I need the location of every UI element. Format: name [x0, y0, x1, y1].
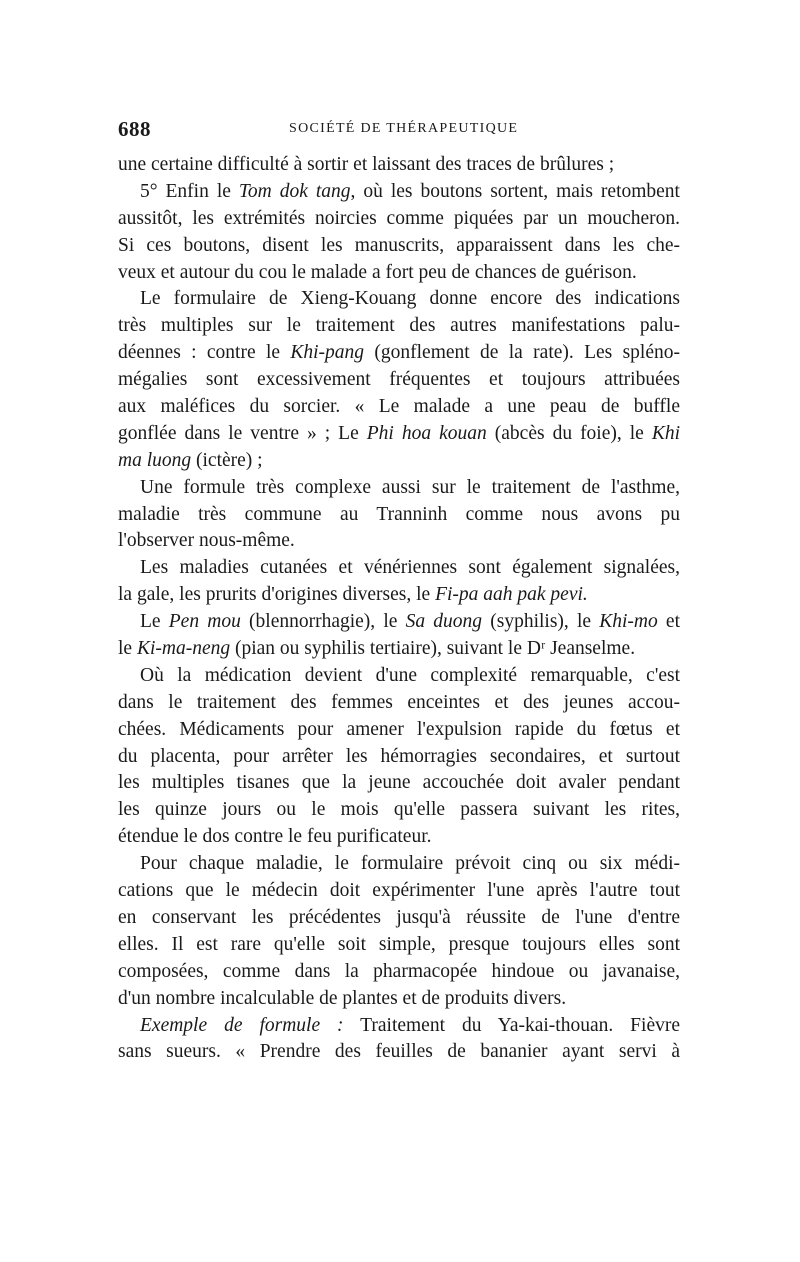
italic-run: Exemple de formule : [140, 1014, 344, 1036]
text-line [118, 502, 680, 529]
text-line [118, 905, 680, 932]
text-line [118, 367, 680, 394]
text-line [118, 932, 680, 959]
page-header [118, 117, 680, 147]
text-run: Où la médication devient d'une complexité remarquable, c'est [140, 664, 680, 686]
page-number: 688 [118, 117, 151, 141]
italic-run: Tom dok tang [238, 180, 351, 202]
text-run: Traitement du Ya-kai-thouan. Fièvre [343, 1014, 680, 1036]
italic-run: Khi [651, 422, 680, 444]
text-run: maladie très commune au Tranninh comme nous avons pu [118, 503, 680, 525]
text-run: une certaine difficulté à sortir et laissant des traces de brûlures ; [118, 154, 615, 175]
text-run: (abcès du foie), le [486, 422, 652, 444]
text-line [118, 690, 680, 717]
text-run: du placenta, pour arrêter les hémorragies secondaires, et surtout [118, 745, 680, 767]
text-run: le [118, 638, 137, 660]
italic-run: Khi-mo [599, 611, 658, 633]
italic-run: Pen mou [168, 611, 241, 633]
text-run: aux maléfices du sorcier. « Le malade a une peau de buffle [118, 396, 680, 418]
text-run: les multiples tisanes que la jeune accouchée doit avaler pendant [118, 772, 680, 794]
text-line [118, 394, 680, 421]
text-run: Une formule très complexe aussi sur le traitement de l'asthme, [140, 476, 680, 498]
text-line [118, 179, 680, 206]
text-run: l'observer nous-même. [118, 530, 295, 552]
text-run: , où les boutons sortent, mais retombent [350, 180, 680, 202]
text-run: déennes : contre le [118, 342, 291, 364]
text-run: Le formulaire de Xieng-Kouang donne encore des indications [140, 288, 680, 310]
text-run: (syphilis), le [482, 611, 600, 633]
text-run: aussitôt, les extrémités noircies comme piquées par un moucheron. [118, 207, 680, 229]
text-line [118, 233, 680, 260]
text-line [118, 286, 680, 313]
text-line [118, 717, 680, 744]
text-line [118, 851, 680, 878]
text-run: la gale, les prurits d'origines diverses, le [118, 584, 436, 606]
text-line [118, 260, 680, 287]
italic-run: Phi hoa kouan [366, 422, 487, 444]
text-run: composées, comme dans la pharmacopée hindoue ou javanaise, [118, 960, 680, 982]
text-line [118, 770, 680, 797]
text-line [118, 744, 680, 771]
text-run: (pian ou syphilis tertiaire), suivant le Dʳ Jeanselme. [230, 638, 636, 660]
text-run: en conservant les précédentes jusqu'à réussite de l'une d'entre [118, 906, 680, 928]
text-line [118, 986, 680, 1013]
text-line [118, 609, 680, 636]
text-line [118, 555, 680, 582]
text-run: cations que le médecin doit expérimenter l'une après l'autre tout [118, 880, 680, 902]
text-run: et [657, 611, 680, 633]
italic-run: ma luong [118, 449, 192, 471]
text-line [118, 959, 680, 986]
text-line [118, 1013, 680, 1040]
text-run: Pour chaque maladie, le formulaire prévoit cinq ou six médi- [140, 853, 680, 875]
text-line [118, 206, 680, 233]
text-run: (blennorrhagie), le [240, 611, 406, 633]
text-line [118, 421, 680, 448]
text-line [118, 313, 680, 340]
running-head: SOCIÉTÉ DE THÉRAPEUTIQUE [289, 121, 519, 136]
body-text [118, 152, 680, 1066]
text-run: dans le traitement des femmes enceintes et des jeunes accou- [118, 691, 680, 713]
italic-run: Fi-pa aah pak pevi. [435, 584, 588, 606]
text-line [118, 152, 680, 179]
text-run: (ictère) ; [191, 449, 263, 471]
text-run: chées. Médicaments pour amener l'expulsion rapide du fœtus et [118, 718, 680, 740]
text-run: Le [140, 611, 169, 633]
text-line [118, 448, 680, 475]
text-line [118, 824, 680, 851]
text-run: veux et autour du cou le malade a fort peu de chances de guérison. [118, 261, 637, 283]
italic-run: Ki-ma-neng [136, 638, 231, 660]
text-run: étendue le dos contre le feu purificateur. [118, 826, 432, 848]
text-run: très multiples sur le traitement des autres manifestations palu- [118, 315, 680, 337]
text-run: les quinze jours ou le mois qu'elle passera suivant les rites, [118, 799, 680, 821]
text-line [118, 475, 680, 502]
text-line [118, 528, 680, 555]
text-run: gonflée dans le ventre » ; Le [118, 422, 367, 444]
text-run: (gonflement de la rate). Les spléno- [364, 342, 680, 364]
text-line [118, 797, 680, 824]
text-run: mégalies sont excessivement fréquentes et toujours attribuées [118, 369, 680, 391]
text-line [118, 878, 680, 905]
text-line [118, 636, 680, 663]
text-run: sans sueurs. « Prendre des feuilles de bananier ayant servi à [118, 1041, 680, 1063]
text-line [118, 582, 680, 609]
text-run: d'un nombre incalculable de plantes et de produits divers. [118, 987, 567, 1009]
text-run: elles. Il est rare qu'elle soit simple, presque toujours elles sont [118, 933, 680, 955]
text-run: 5° Enfin le [140, 180, 239, 202]
text-run: Les maladies cutanées et vénériennes sont également signalées, [140, 557, 680, 579]
text-run: Si ces boutons, disent les manuscrits, apparaissent dans les che- [118, 234, 680, 256]
italic-run: Sa duong [405, 611, 483, 633]
text-line [118, 1039, 680, 1066]
italic-run: Khi-pang [290, 342, 365, 364]
text-line [118, 340, 680, 367]
text-line [118, 663, 680, 690]
